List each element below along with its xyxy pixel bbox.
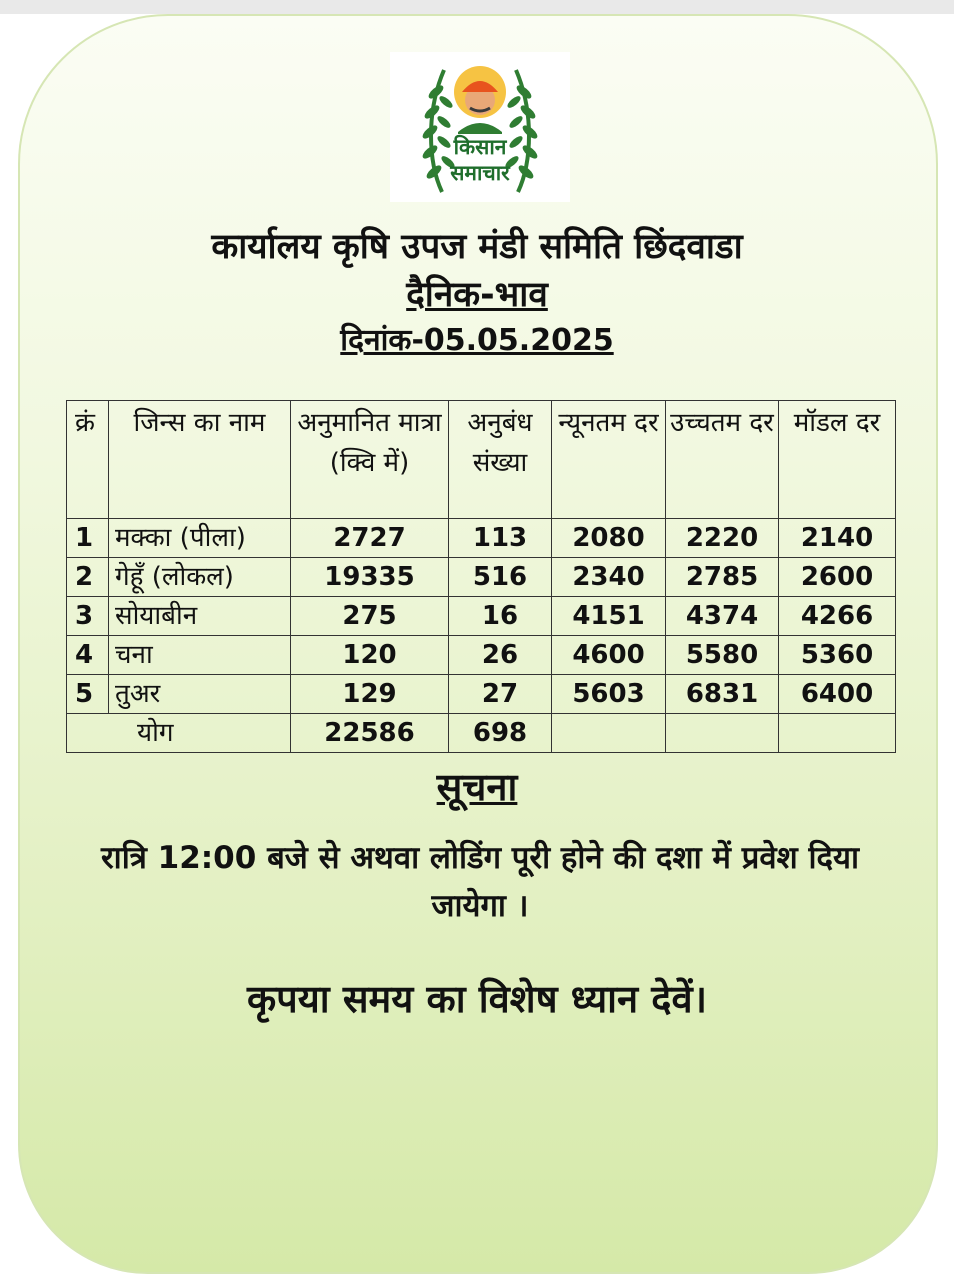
cell-crop: गेहूँ (लोकल) [109,558,291,597]
cell-serial: 3 [67,597,109,636]
col-header-crop: जिन्स का नाम [109,401,291,519]
cell-serial: 2 [67,558,109,597]
cell-modal-rate: 4266 [779,597,896,636]
notice-final-line: कृपया समय का विशेष ध्यान देवें। [246,977,708,1021]
cell-serial: 5 [67,675,109,714]
report-date: दिनांक-05.05.2025 [340,323,614,358]
cell-min-rate: 5603 [552,675,666,714]
table-row [67,519,896,558]
cell-min-rate: 2080 [552,519,666,558]
cell-max-rate: 4374 [666,597,779,636]
total-label: योग [67,714,291,753]
col-header-quantity: अनुमानित मात्रा (क्वि में) [291,401,449,519]
cell-contracts: 16 [449,597,552,636]
cell-contracts: 27 [449,675,552,714]
cell-contracts: 113 [449,519,552,558]
col-header-min-rate: न्यूनतम दर [552,401,666,519]
cell-min-rate: 4151 [552,597,666,636]
cell-serial: 4 [67,636,109,675]
kisan-samachar-logo [390,52,570,202]
table-total-row [67,714,896,753]
cell-contracts: 26 [449,636,552,675]
total-quantity: 22586 [291,714,449,753]
cell-min-rate: 4600 [552,636,666,675]
empty-cell [552,714,666,753]
report-title: दैनिक-भाव [406,275,548,315]
cell-crop: मक्का (पीला) [109,519,291,558]
rates-table [66,400,896,753]
cell-modal-rate: 6400 [779,675,896,714]
table-row [67,558,896,597]
empty-cell [779,714,896,753]
cell-quantity: 275 [291,597,449,636]
col-header-max-rate: उच्चतम दर [666,401,779,519]
total-contracts: 698 [449,714,552,753]
logo-text-line1: किसान [453,135,507,159]
cell-max-rate: 6831 [666,675,779,714]
top-strip [0,0,954,14]
cell-max-rate: 2220 [666,519,779,558]
col-header-contracts: अनुबंध संख्या [449,401,552,519]
cell-modal-rate: 2140 [779,519,896,558]
empty-cell [666,714,779,753]
cell-quantity: 129 [291,675,449,714]
cell-min-rate: 2340 [552,558,666,597]
office-title: कार्यालय कृषि उपज मंडी समिति छिंदवाडा [211,227,743,267]
notice-body: रात्रि 12:00 बजे से अथवा लोडिंग पूरी होने की दशा में प्रवेश दिया जायेगा । [101,840,859,924]
cell-modal-rate: 2600 [779,558,896,597]
cell-quantity: 120 [291,636,449,675]
cell-quantity: 2727 [291,519,449,558]
notice-heading: सूचना [436,765,518,809]
cell-contracts: 516 [449,558,552,597]
cell-quantity: 19335 [291,558,449,597]
logo-text-line2: समाचार [450,161,510,185]
cell-crop: तुअर [109,675,291,714]
table-row [67,675,896,714]
cell-max-rate: 5580 [666,636,779,675]
col-header-serial: क्रं [67,401,109,519]
col-header-modal-rate: मॉडल दर [779,401,896,519]
cell-crop: चना [109,636,291,675]
table-row [67,597,896,636]
cell-crop: सोयाबीन [109,597,291,636]
cell-max-rate: 2785 [666,558,779,597]
cell-serial: 1 [67,519,109,558]
table-header-row [67,401,896,519]
cell-modal-rate: 5360 [779,636,896,675]
table-row [67,636,896,675]
